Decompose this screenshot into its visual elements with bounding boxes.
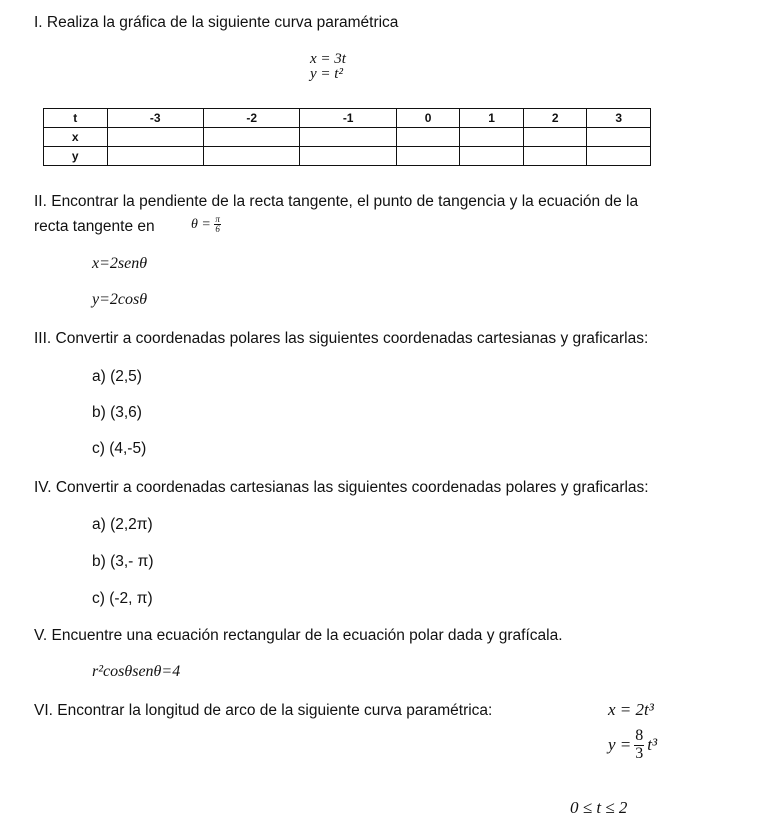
table-row-y bbox=[44, 147, 651, 166]
table-header-x: x bbox=[44, 128, 108, 147]
theta-lhs: θ = bbox=[191, 217, 211, 233]
section-2-title-line1: II. Encontrar la pendiente de la recta tangente, el punto de tangencia y la ecuación de la bbox=[34, 193, 639, 210]
section-5-title: V. Encuentre una ecuación rectangular de la ecuación polar dada y grafícala. bbox=[34, 627, 563, 644]
table-cell-empty bbox=[587, 128, 651, 147]
equation-x-2t3: x = 2t³ bbox=[608, 700, 654, 719]
list-item: c) (4,-5) bbox=[92, 440, 147, 457]
list-item: a) (2,5) bbox=[92, 368, 142, 385]
equation-x-2sen: x=2senθ bbox=[92, 255, 148, 272]
table-cell-empty bbox=[396, 128, 460, 147]
table-cell-empty bbox=[107, 128, 203, 147]
value-table bbox=[43, 108, 651, 166]
list-item: a) (2,2π) bbox=[92, 516, 153, 533]
table-row-t bbox=[44, 109, 651, 128]
table-cell-t: -2 bbox=[203, 109, 299, 128]
section-6-title: VI. Encontrar la longitud de arco de la siguiente curva paramétrica: bbox=[34, 702, 493, 719]
equation-y-2cos: y=2cosθ bbox=[92, 291, 148, 308]
table-header-t: t bbox=[44, 109, 108, 128]
table-cell-t: -1 bbox=[300, 109, 396, 128]
list-item: b) (3,- π) bbox=[92, 553, 154, 570]
theta-fraction bbox=[214, 215, 221, 235]
theta-equation bbox=[191, 215, 221, 235]
eq2-rhs: t³ bbox=[647, 735, 658, 755]
table-header-y: y bbox=[44, 147, 108, 166]
table-cell-empty bbox=[300, 128, 396, 147]
table-cell-empty bbox=[203, 147, 299, 166]
equation-x-3t: x = 3t bbox=[310, 51, 346, 67]
table-cell-empty bbox=[523, 147, 587, 166]
table-cell-empty bbox=[523, 128, 587, 147]
section-3-title: III. Convertir a coordenadas polares las siguientes coordenadas cartesianas y graficarlas: bbox=[34, 330, 649, 347]
table-cell-empty bbox=[460, 147, 524, 166]
eq2-fraction bbox=[634, 728, 644, 763]
table-cell-empty bbox=[587, 147, 651, 166]
table-cell-t: -3 bbox=[107, 109, 203, 128]
table-cell-t: 1 bbox=[460, 109, 524, 128]
table-cell-t: 0 bbox=[396, 109, 460, 128]
eq2-lhs: y = bbox=[608, 735, 632, 755]
theta-numerator: π bbox=[215, 214, 220, 224]
theta-denominator: 6 bbox=[215, 224, 220, 235]
section-2-title-line2: recta tangente en bbox=[34, 218, 155, 235]
section-4-title: IV. Convertir a coordenadas cartesianas las siguientes coordenadas polares y graficarlas: bbox=[34, 479, 649, 496]
section-1-title: I. Realiza la gráfica de la siguiente curva paramétrica bbox=[34, 14, 399, 31]
polar-equation: r²cosθsenθ=4 bbox=[92, 663, 181, 680]
list-item: c) (-2, π) bbox=[92, 590, 153, 607]
eq2-numerator: 8 bbox=[635, 727, 644, 744]
equation-y-t2: y = t² bbox=[310, 66, 343, 82]
table-cell-empty bbox=[107, 147, 203, 166]
table-cell-t: 2 bbox=[523, 109, 587, 128]
table-cell-empty bbox=[300, 147, 396, 166]
table-cell-empty bbox=[396, 147, 460, 166]
equation-y-8-3-t3 bbox=[608, 728, 657, 763]
table-cell-empty bbox=[203, 128, 299, 147]
range-t: 0 ≤ t ≤ 2 bbox=[570, 798, 628, 817]
table-cell-empty bbox=[460, 128, 524, 147]
eq2-denominator: 3 bbox=[635, 744, 644, 762]
list-item: b) (3,6) bbox=[92, 404, 142, 421]
table-cell-t: 3 bbox=[587, 109, 651, 128]
table-row-x bbox=[44, 128, 651, 147]
